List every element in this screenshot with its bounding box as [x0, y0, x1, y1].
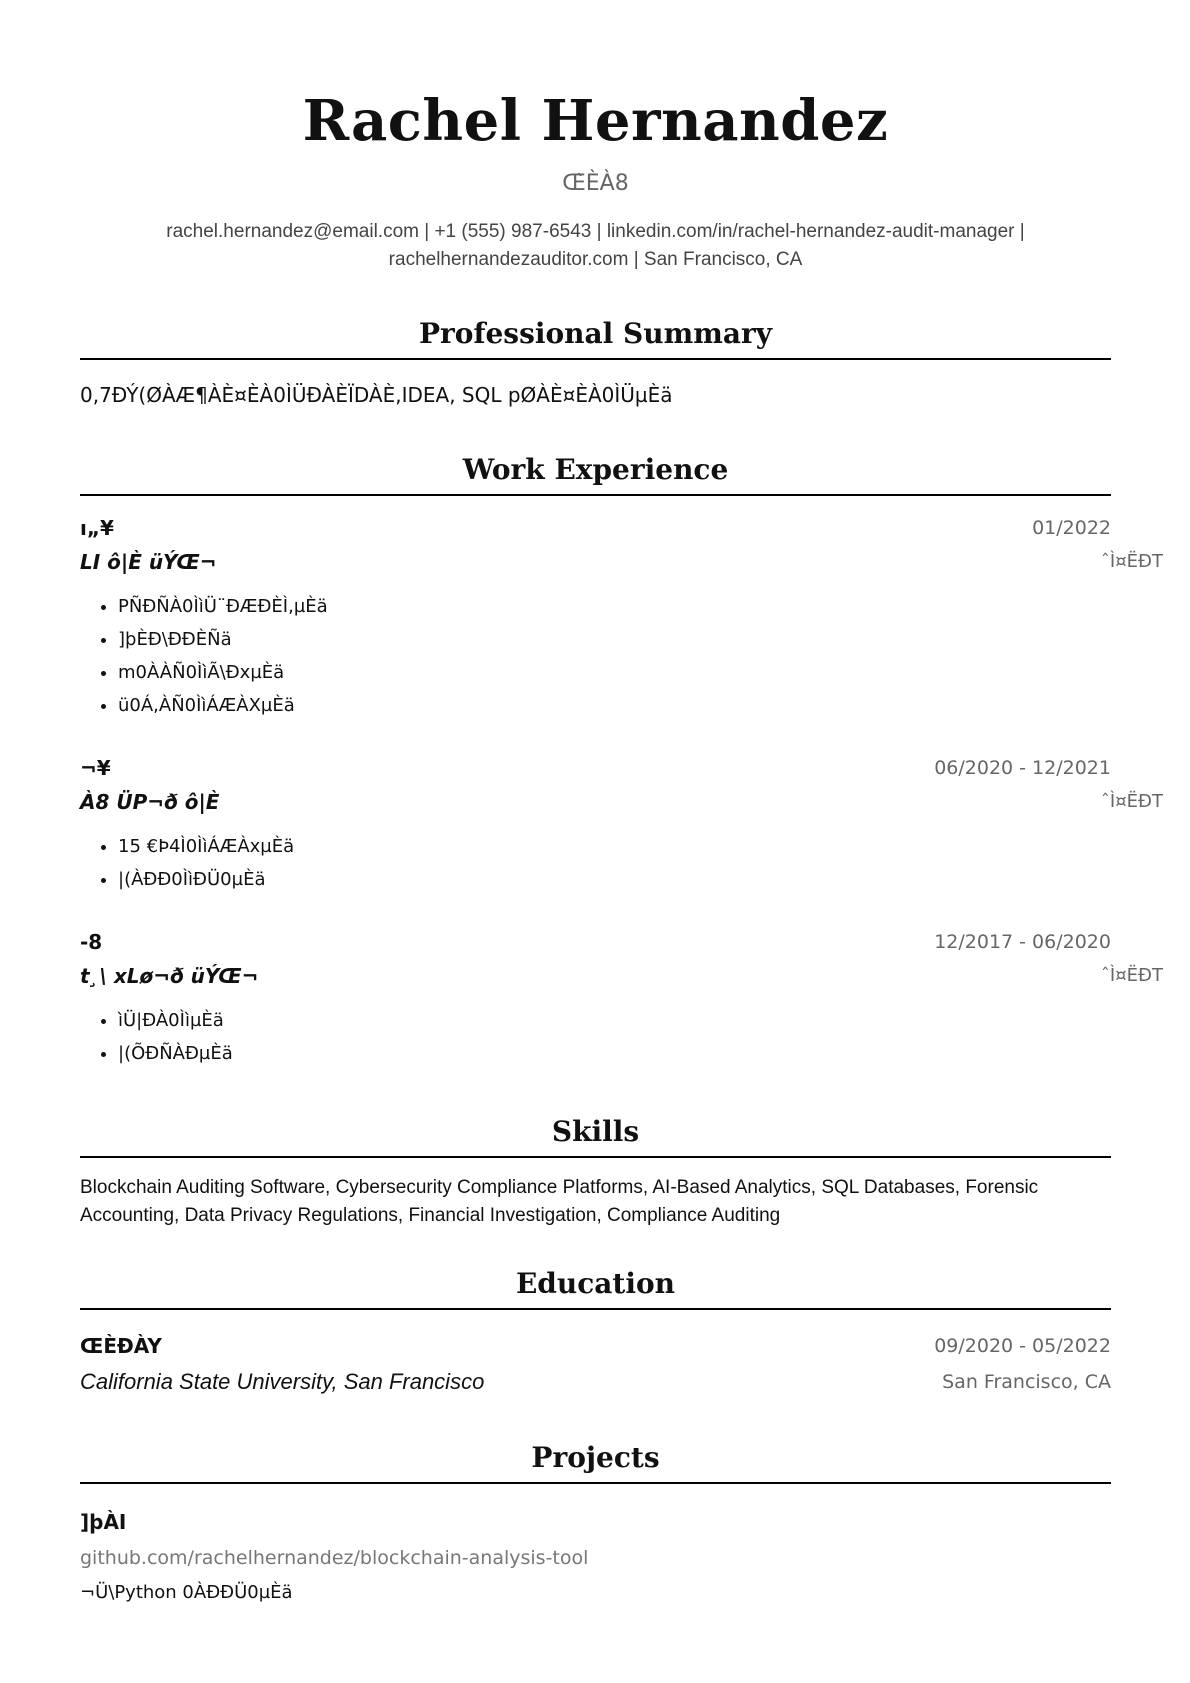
contact-line-2: rachelhernandezauditor.com | San Francisco, CA [388, 249, 803, 270]
list-item: • |(ÀÐÐ0ÌìÐÜ0µÈä [118, 863, 1111, 896]
education-school: California State University, San Francisco [80, 1369, 485, 1394]
job-bullets [80, 830, 1111, 896]
education-date: 09/2020 - 05/2022 [934, 1335, 1111, 1357]
job-location: ˆÌ¤ËÐT [1100, 965, 1163, 986]
job-location: ˆÌ¤ËÐT [1100, 791, 1163, 812]
list-item: • m0ÀÀÑ0ÌìÃ\ÐxµÈä [118, 656, 1111, 689]
section-divider [80, 1308, 1111, 1310]
job-bullets [80, 1004, 1111, 1070]
job-date: 01/2022 [1032, 517, 1111, 539]
job-date: 12/2017 - 06/2020 [934, 931, 1111, 953]
job-date: 06/2020 - 12/2021 [934, 757, 1111, 779]
skills-section [80, 1114, 1111, 1230]
education-location: San Francisco, CA [942, 1371, 1111, 1393]
job-title: ¬¥ [80, 756, 111, 780]
project-link[interactable]: github.com/rachelhernandez/blockchain-analysis-tool [80, 1547, 589, 1569]
project-description: ¬Ü\Python 0ÀÐÐÜ0µÈä [80, 1582, 293, 1603]
job-bullets [80, 590, 1111, 722]
job-location: ˆÌ¤ËÐT [1100, 551, 1163, 572]
education-section [80, 1266, 1111, 1400]
candidate-name: Rachel Hernandez [302, 88, 889, 154]
list-item: • |(ÕÐÑÀÐµÈä [118, 1037, 1111, 1070]
list-item: • 15 €Þ4Ì0ÌìÁÆÀxµÈä [118, 830, 1111, 863]
section-divider [80, 494, 1111, 496]
summary-text: 0,7ÐÝ(ØÀÆ¶ÀÈ¤ÈÀ0ÌÜÐÀÈÏDÀÈ,IDEA, SQL pØÀÈ¤ÈÀ0ÌÜµÈä [80, 383, 673, 407]
education-entry [80, 1330, 1111, 1400]
job-title: ı„¥ [80, 516, 114, 540]
contact-info [80, 218, 1111, 274]
skills-text: Blockchain Auditing Software, Cybersecurity Compliance Platforms, AI-Based Analytics, SQL Databases, Forensic Accounting, Data Privacy Regulations, Financial Investigation, Compliance Auditing [80, 1177, 1039, 1226]
section-title-summary: Professional Summary [418, 317, 773, 350]
job-company: LI ô|È üÝŒ¬ [80, 550, 217, 574]
job-entry-1 [80, 514, 1163, 722]
section-title-skills: Skills [551, 1115, 640, 1148]
section-divider [80, 358, 1111, 360]
resume-page [80, 0, 1163, 1608]
candidate-subtitle: Œ̀ÈÀ8 [562, 171, 629, 196]
list-item: • PÑÐÑÀ0ÌìÜ¨ÐÆÐÈÌ,µÈä [118, 590, 1111, 623]
job-entry-2 [80, 754, 1163, 896]
section-title-projects: Projects [531, 1441, 660, 1474]
section-title-education: Education [515, 1267, 676, 1300]
projects-section [80, 1440, 1111, 1608]
experience-section [80, 452, 1163, 1070]
section-divider [80, 1156, 1111, 1158]
job-title: -8 [80, 930, 103, 954]
job-company: t¸\ xLø¬ð üÝŒ¬ [80, 964, 259, 988]
section-title-experience: Work Experience [462, 453, 729, 486]
job-company: À8 ÜP¬ð ô|È [80, 790, 220, 814]
contact-line-1: rachel.hernandez@email.com | +1 (555) 987-6543 | linkedin.com/in/rachel-hernandez-audit-manager | [166, 221, 1025, 242]
summary-section [80, 316, 1111, 410]
education-degree: ŒÈÐÀY [80, 1334, 162, 1358]
section-divider [80, 1482, 1111, 1484]
list-item: • ]þÈÐ\ÐÐÈÑä [118, 623, 1111, 656]
list-item: • ü0Á,ÀÑ0ÌìÁÆÀXµÈä [118, 689, 1111, 722]
list-item: • ìÜ|ÐÀ0ÌìµÈä [118, 1004, 1111, 1037]
job-entry-3 [80, 928, 1163, 1070]
project-title: ]þÀI [80, 1510, 127, 1534]
